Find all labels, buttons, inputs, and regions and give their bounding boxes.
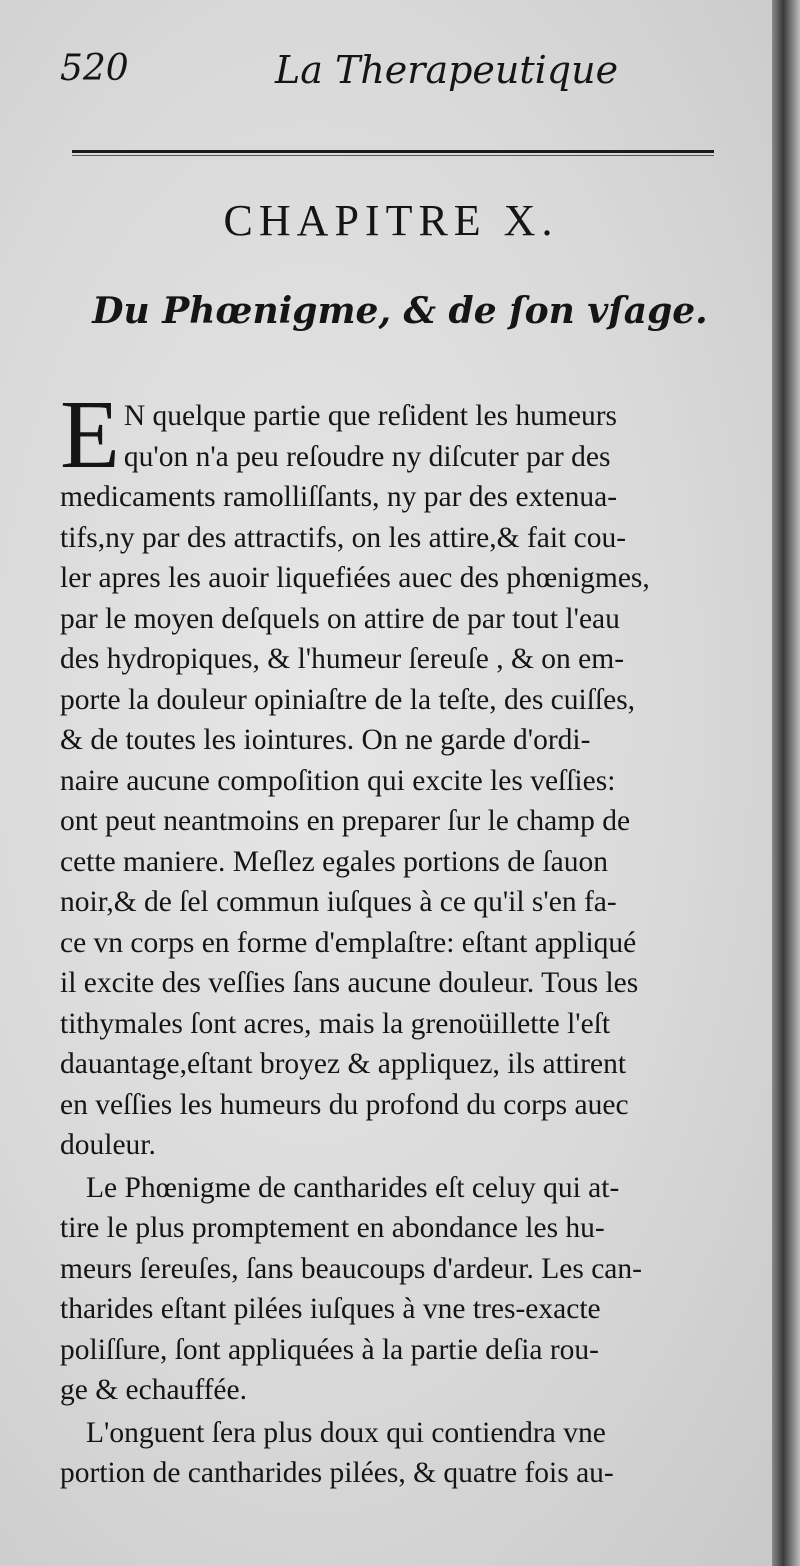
text-line: cette maniere. Meſlez egales portions de ſauon xyxy=(60,845,608,878)
text-line: par le moyen deſquels on attire de par tout l'eau xyxy=(60,602,620,635)
text-line: L'onguent ſera plus doux qui contiendra vne xyxy=(86,1416,606,1449)
paragraph-2 xyxy=(60,1168,735,1411)
text-line: Le Phœnigme de cantharides eſt celuy qui at- xyxy=(86,1171,620,1204)
text-line: meurs ſereuſes, ſans beaucoups d'ardeur. Les can- xyxy=(60,1252,642,1285)
drop-cap: E xyxy=(60,381,120,489)
text-line: noir,& de ſel commun iuſques à ce qu'il s'en fa- xyxy=(60,886,617,918)
text-line: douleur. xyxy=(60,1129,156,1161)
running-head xyxy=(60,48,715,98)
text-line: il excite des veſſies ſans aucune douleur. Tous les xyxy=(60,967,639,999)
paragraph-3 xyxy=(60,1413,735,1494)
text-line: & de toutes les iointures. On ne garde d'ordi- xyxy=(60,724,591,756)
text-line: qu'on n'a peu reſoudre ny diſcuter par des xyxy=(123,440,611,473)
text-line: tithymales ſont acres, mais la grenoüillette l'eſt xyxy=(60,1007,611,1040)
text-line: tharides eſtant pilées iuſques à vne tres-exacte xyxy=(60,1293,601,1325)
page-number: 520 xyxy=(60,48,129,89)
text-line: ont peut neantmoins en preparer ſur le champ de xyxy=(60,805,631,837)
text-line: N quelque partie que reſident les humeurs xyxy=(123,400,618,432)
text-line: tire le plus promptement en abondance les hu- xyxy=(60,1212,605,1244)
running-title: La Therapeutique xyxy=(275,48,619,92)
text-line: poliſſure, ſont appliquées à la partie deſia rou- xyxy=(60,1333,600,1366)
text-line: medicaments ramolliſſants, ny par des extenua- xyxy=(60,481,618,513)
body-text xyxy=(60,381,735,1494)
text-line: porte la douleur opiniaſtre de la teſte, des cuiſſes, xyxy=(60,683,636,716)
text-line: naire aucune compoſition qui excite les veſſies: xyxy=(60,764,616,797)
paragraph-1 xyxy=(60,381,735,1166)
header-rule xyxy=(72,150,714,153)
text-line: tifs,ny par des attractifs, on les attire,& fait cou- xyxy=(60,521,627,554)
text-line: en veſſies les humeurs du profond du corps auec xyxy=(60,1088,629,1121)
text-line: ler apres les auoir liquefiées auec des phœnigmes, xyxy=(60,562,650,594)
text-line: ce vn corps en forme d'emplaſtre: eſtant appliqué xyxy=(60,926,637,959)
text-line: ge & echauffée. xyxy=(60,1374,247,1406)
text-line: dauantage,eſtant broyez & appliquez, ils attirent xyxy=(60,1048,627,1080)
text-line: des hydropiques, & l'humeur ſereuſe , & on em- xyxy=(60,643,625,675)
text-line: portion de cantharides pilées, & quatre fois au- xyxy=(60,1457,614,1489)
chapter-subtitle: Du Phœnigme, & de ſon vſage. xyxy=(92,290,708,332)
chapter-heading: CHAPITRE X. xyxy=(223,196,559,245)
header-rule-thin xyxy=(72,155,714,156)
